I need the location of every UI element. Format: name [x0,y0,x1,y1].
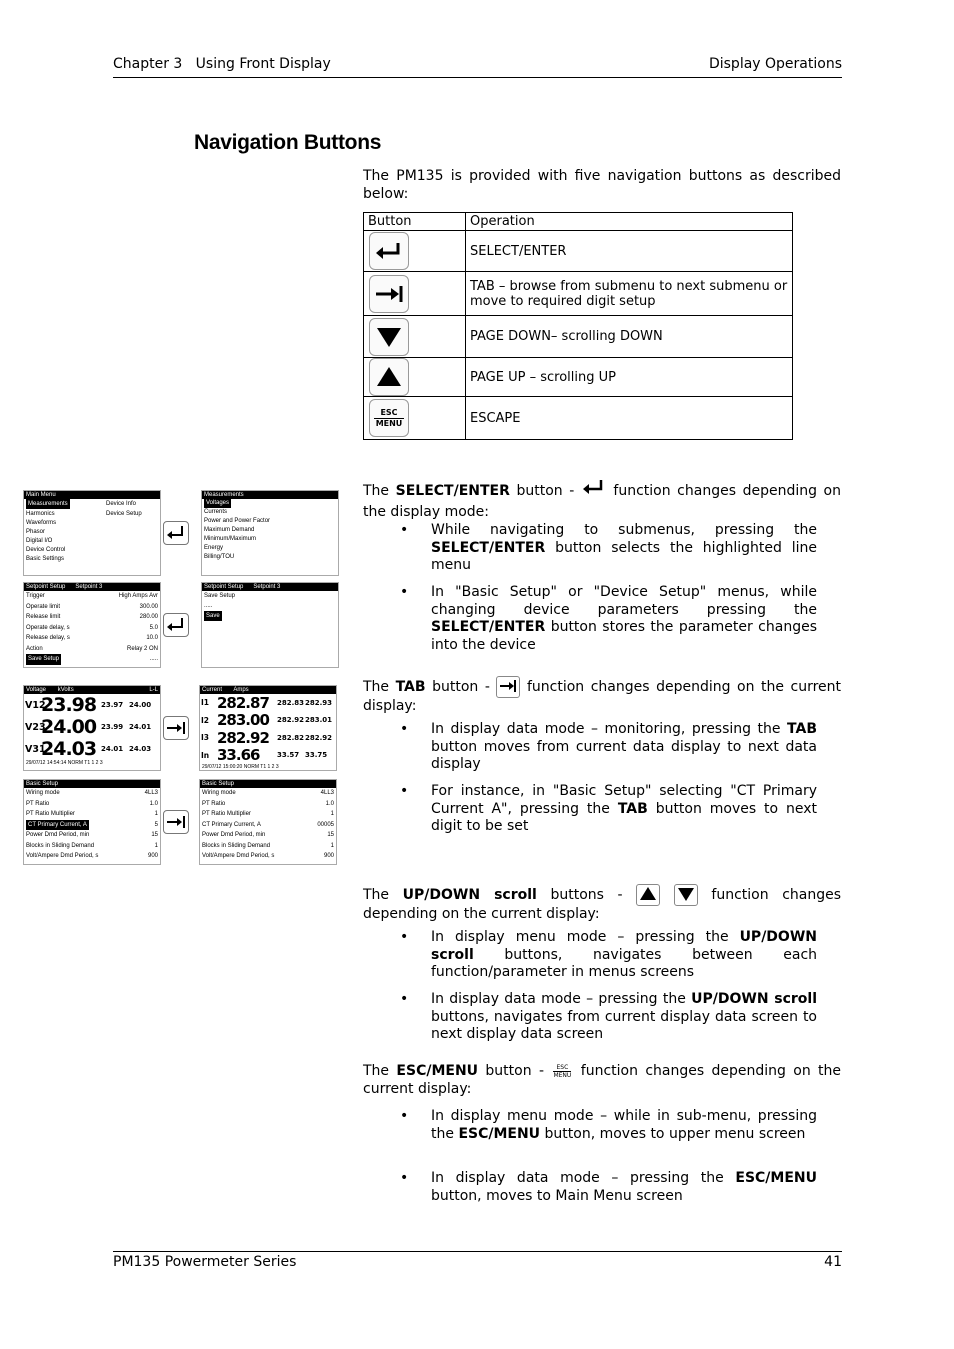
updown-paragraph: The UP/DOWN scroll buttons - function changes depending on the current display: [363,884,841,924]
list-item: • In display menu mode – pressing the UP/DOWN scroll buttons, navigates between each function/parameter in menus screens [400,929,818,980]
tab-arrow-icon [163,716,189,740]
screen-row [24,851,160,862]
esc-icon [369,399,409,437]
reading-row [200,747,336,765]
reading-label: V31 [25,743,46,755]
screen-setpoint-setup: Setpoint Setup Setpoint 3 Trigger High Amps Avr Operate limit 300.00 Release limit 280.00 Operate delay, s 5.0 Release delay, s 10.0 Action Relay 2 ON Save Setup ..... [23,582,161,668]
reading-row [24,716,160,738]
table-header-button: Button [364,213,466,231]
list-item: • In display data mode – monitoring, pressing the TAB button moves from current data display to next data display [400,721,818,772]
screen-basic-setup-digit: Basic Setup Wiring mode 4LL3 PT Ratio 1.0 PT Ratio Multiplier 1 CT Primary Current, A 00005 Power Dmd Period, min 15 Blocks in Sliding Demand 1 Volt/Ampere Dmd Period, s 900 [199,779,337,865]
tab-inline-icon [496,676,520,698]
screen-row-value: 280.00 [139,614,158,620]
header-chapter: Chapter 3 Using Front Display [113,56,331,72]
operation-cell: PAGE UP – scrolling UP [466,358,793,397]
page-footer [113,1251,842,1270]
screen-row [200,851,336,862]
reading-min: 282.83 [277,698,305,707]
table-row [364,358,793,397]
reading-max: 282.92 [305,733,333,742]
down-icon [369,318,409,356]
reading-value: 282.92 [217,728,269,747]
screen-row-value: 5 [154,821,158,828]
reading-value: 24.00 [41,716,97,738]
screen-row-label: Blocks in Sliding Demand [26,842,95,849]
screen-row [24,820,160,831]
screen-row-value: 4LL3 [144,790,158,796]
screen-row-label: CT Primary Current, A [26,820,89,831]
screen-measurements: Measurements Voltages Currents Power and Power Factor Maximum Demand Minimum/Maximum Energy Billing/TOU [201,490,339,576]
esc-label: ESC [380,407,398,417]
screen-row-label: Wiring mode [202,790,236,796]
reading-value: 23.98 [41,694,97,716]
reading-row [200,712,336,730]
reading-label: I2 [201,715,210,725]
reading-min: 23.97 [101,701,124,709]
screen-row [24,788,160,799]
select-paragraph: The SELECT/ENTER button - function changes depending on the display mode: [363,478,841,521]
enter-arrow-icon [163,521,189,545]
list-item: • For instance, in "Basic Setup" selecting "CT Primary Current A", pressing the TAB button moves to next digit to be set [400,783,818,834]
reading-value: 24.03 [41,738,97,760]
screen-row-label: PT Ratio [202,800,226,807]
footer-product: PM135 Powermeter Series [113,1254,297,1270]
esc-paragraph: The ESC/MENU button - ESC MENU function changes depending on the current display: [363,1063,842,1097]
screen-row [24,841,160,852]
screen-row-label: Trigger [26,593,45,599]
reading-label: V12 [25,699,46,711]
screen-basic-setup: Basic Setup Wiring mode 4LL3 PT Ratio 1.0 PT Ratio Multiplier 1 CT Primary Current, A 5 Power Dmd Period, min 15 Blocks in Sliding Demand 1 Volt/Ampere Dmd Period, s 900 [23,779,161,865]
reading-max: 24.03 [129,745,152,753]
screen-row-label: Power Dmd Period, min [26,832,90,838]
screen-row-value: 300.00 [139,603,158,610]
header-section: Display Operations [708,56,842,72]
screen-row-value: ..... [149,656,158,662]
screen-row-value: 00005 [317,821,334,828]
reading-min: 33.57 [277,751,300,760]
screen-row-label: Save Setup [26,654,61,665]
screen-row-label: Action [26,645,43,652]
reading-max: 283.01 [305,716,333,725]
screen-row-value: 900 [147,853,158,859]
screen-row-label: Operate delay, s [26,624,70,631]
table-header-operation: Operation [466,213,793,231]
screen-row [24,830,160,841]
screen-setpoint-save: Setpoint Setup Setpoint 3 Save Setup ..... Save [201,582,339,668]
screen-row-value: 900 [323,853,334,859]
screen-row [200,841,336,852]
screen-row-label: Blocks in Sliding Demand [202,842,271,849]
tab-paragraph: The TAB button - function changes depending on the current display: [363,676,841,716]
screen-row-value: 15 [327,832,334,838]
screen-row-value: 1 [330,842,334,849]
screen-current: Current Amps I1 282.87 282.83 282.93 I2 283.00 282.92 283.01 I3 282.92 282.82 282.92 In 33.66 33.57 33.75 29/07/12 15:00:20 NORM T1 1 2 3 [199,685,337,771]
reading-row [24,738,160,760]
menu-label: MENU [375,418,403,428]
reading-row [200,694,336,712]
screen-row [200,799,336,810]
screen-voltage: Voltage kVolts L-L V12 23.98 23.97 24.00 V23 24.00 23.99 24.01 V31 24.03 24.01 24.03 29/07/12 14:54:14 NORM T1 1 2 3 [23,685,161,771]
screen-row [200,788,336,799]
reading-label: V23 [25,721,46,733]
screen-row-value: 4LL3 [320,790,334,796]
screen-row-label: Release limit [26,614,61,620]
enter-icon [369,232,409,270]
screen-row [24,602,160,613]
screen-row [24,612,160,623]
screen-row-value: 10.0 [146,635,158,641]
screen-row-label: PT Ratio Multiplier [26,811,75,817]
screen-row [24,633,160,644]
reading-max: 282.93 [305,698,333,707]
screen-row [24,654,160,665]
reading-value: 283.00 [217,711,269,730]
screen-row [200,809,336,820]
reading-min: 282.92 [277,716,305,725]
reading-label: I3 [201,733,210,743]
operation-cell: TAB – browse from submenu to next submenu or move to required digit setup [466,272,793,316]
down-inline-icon [674,884,698,906]
list-item: • In display data mode – pressing the UP/DOWN scroll buttons, navigates from current display data screen to next display data screen [400,991,818,1042]
reading-min: 282.82 [277,733,305,742]
screen-row [24,799,160,810]
screen-row-label: PT Ratio Multiplier [202,811,251,817]
screen-row-value: 1 [154,811,158,817]
operation-cell: PAGE DOWN– scrolling DOWN [466,316,793,358]
screen-row [24,591,160,602]
list-item: • In "Basic Setup" or "Device Setup" menus, while changing device parameters pressing the SELECT/ENTER button stores the parameter changes into the device [400,584,817,653]
screen-row-label: CT Primary Current, A [202,821,261,828]
screen-row-value: 5.0 [149,624,158,631]
screen-row-label: Operate limit [26,603,61,610]
screen-row-value: 1.0 [325,800,334,807]
screen-row-label: Volt/Ampere Dmd Period, s [26,853,99,859]
screen-row-label: Release delay, s [26,635,70,641]
esc-inline-icon: ESC MENU [553,1063,572,1079]
reading-max: 33.75 [305,751,328,760]
list-item: • While navigating to submenus, pressing the SELECT/ENTER button selects the highlighted line menu [400,522,818,573]
section-title: Navigation Buttons [194,131,382,154]
screen-row-value: 1 [154,842,158,849]
tab-arrow-icon [163,810,189,834]
screen-row [200,820,336,831]
screen-main-menu: Main Menu Measurements Harmonics Waveforms Phasor Digital I/O Device Control Basic Settings Device Info Device Setup [23,490,161,576]
table-row [364,231,793,272]
page-number: 41 [824,1254,842,1270]
enter-arrow-icon [163,613,189,637]
table-row [364,316,793,358]
screen-row-value: 1 [330,811,334,817]
table-row [364,272,793,316]
screen-row-value: High Amps Avr [118,593,158,599]
screen-row-label: PT Ratio [26,800,50,807]
screen-row-label: Power Dmd Period, min [202,832,266,838]
list-item: • In display data mode – pressing the ESC/MENU button, moves to Main Menu screen [400,1170,817,1204]
reading-max: 24.01 [129,723,152,731]
up-icon [369,358,409,396]
screen-row [24,644,160,655]
screen-row [24,809,160,820]
table-row [364,397,793,440]
screen-row-value: 1.0 [149,800,158,807]
reading-value: 33.66 [217,746,260,765]
screen-row [200,830,336,841]
screen-row-label: Wiring mode [26,790,60,796]
reading-value: 282.87 [217,693,269,712]
reading-row [24,694,160,716]
reading-label: I1 [201,698,210,708]
reading-label: In [201,750,210,760]
enter-inline-icon [581,478,607,504]
reading-min: 24.01 [101,745,124,753]
operation-cell: SELECT/ENTER [466,231,793,272]
screen-row-label: Volt/Ampere Dmd Period, s [202,853,275,859]
list-item: • In display menu mode – while in sub-menu, pressing the ESC/MENU button, moves to upper menu screen [400,1108,817,1142]
buttons-table [363,212,793,440]
reading-min: 23.99 [101,723,124,731]
operation-cell: ESCAPE [466,397,793,440]
page-header [113,56,842,78]
reading-max: 24.00 [129,701,152,709]
screen-row-value: Relay 2 ON [126,645,158,652]
screen-row [24,623,160,634]
tab-icon [369,275,409,313]
screen-row-value: 15 [151,832,158,838]
intro-paragraph: The PM135 is provided with five navigation buttons as described below: [363,168,841,202]
up-inline-icon [636,884,660,906]
reading-row [200,729,336,747]
